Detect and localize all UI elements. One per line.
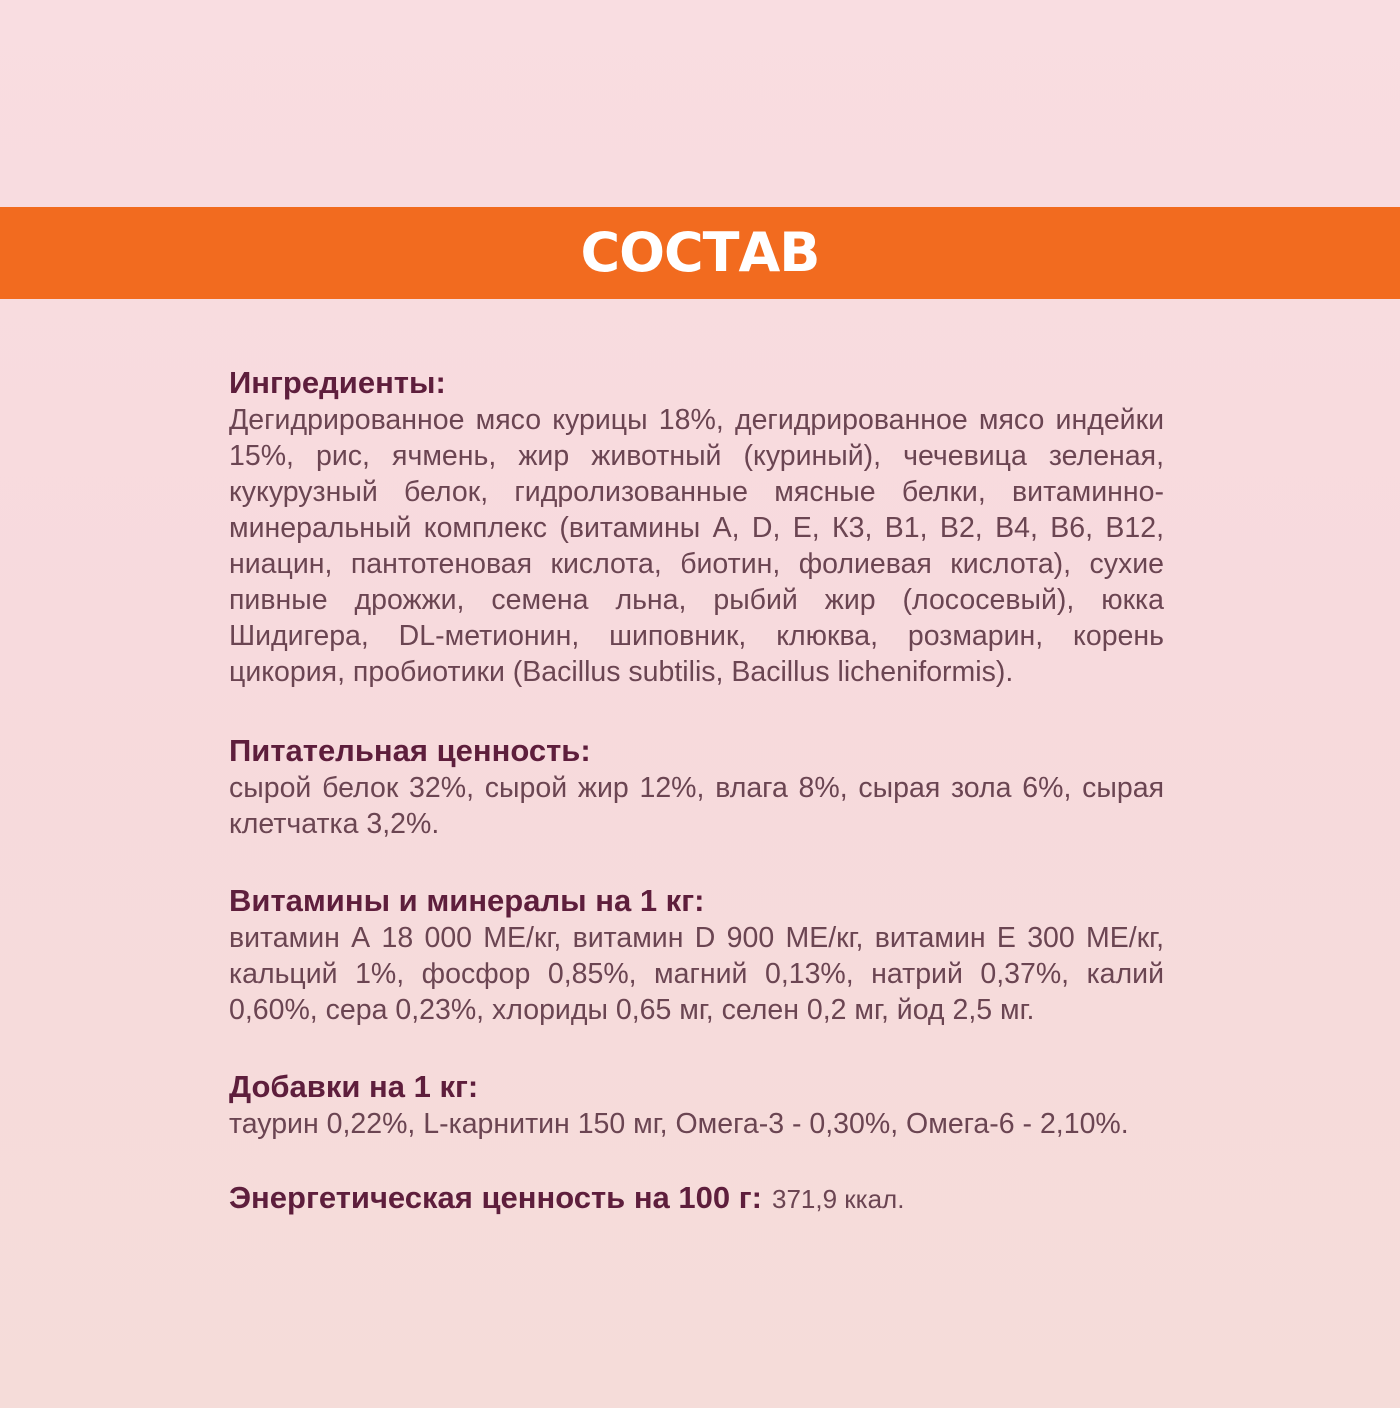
- title-banner: [0, 207, 1400, 299]
- nutrition-text: сырой белок 32%, сырой жир 12%, влага 8%, сырая зола 6%, сырая клетчатка 3,2%.: [229, 772, 1164, 840]
- vitamins-text: витамин А 18 000 МЕ/кг, витамин D 900 МЕ/кг, витамин Е 300 МЕ/кг, кальций 1%, фосфор 0,85%, магний 0,13%, натрий 0,37%, калий 0,60%, сера 0,23%, хлориды 0,65 мг, селен 0,2 мг, йод 2,5 мг.: [229, 922, 1164, 1026]
- page-title: СОСТАВ: [580, 221, 820, 284]
- nutrition-section: [229, 732, 1164, 842]
- additives-text: таурин 0,22%, L-карнитин 150 мг, Омега-3 - 0,30%, Омега-6 - 2,10%.: [229, 1108, 1129, 1140]
- ingredients-text: Дегидрированное мясо курицы 18%, дегидрированное мясо индейки 15%, рис, ячмень, жир животный (куриный), чечевица зеленая, кукурузный белок, гидролизованные мясные белки, витаминно-минеральный комплекс (витамины A, D, E, К3, В1, В2, В4, В6, В12, ниацин, пантотеновая кислота, биотин, фолиевая кислота), сухие пивные дрожжи, семена льна, рыбий жир (лососевый), юкка Шидигера, DL-метионин, шиповник, клюква, розмарин, корень цикория, пробиотики (Bacillus subtilis, Bacillus licheniformis).: [229, 404, 1164, 688]
- energy-line: [229, 1179, 1164, 1218]
- vitamins-heading: Витамины и минералы на 1 кг:: [229, 883, 705, 918]
- additives-heading: Добавки на 1 кг:: [229, 1069, 479, 1104]
- ingredients-heading: Ингредиенты:: [229, 365, 446, 400]
- energy-section: [229, 1179, 1164, 1218]
- energy-value: 371,9 ккал.: [771, 1184, 905, 1214]
- energy-heading: Энергетическая ценность на 100 г:: [229, 1180, 762, 1215]
- composition-content: [229, 364, 1164, 1218]
- nutrition-heading: Питательная ценность:: [229, 733, 591, 768]
- vitamins-section: [229, 882, 1164, 1028]
- ingredients-section: [229, 364, 1164, 690]
- additives-section: [229, 1068, 1164, 1142]
